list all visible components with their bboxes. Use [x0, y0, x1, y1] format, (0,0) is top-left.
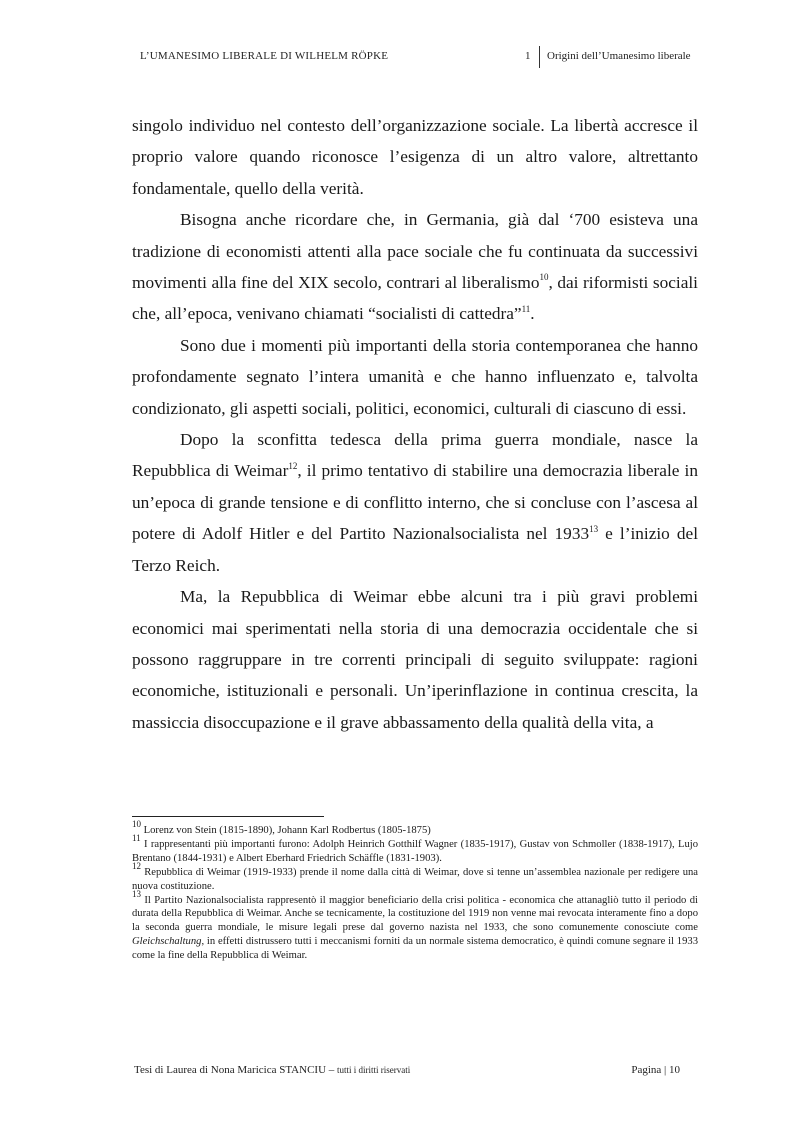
main-text [132, 110, 698, 738]
footnote-10: $^{10}$ Lorenz von Stein (1815-1890), Johann Karl Rodbertus (1805-1875) [132, 819, 431, 836]
header-book-title: L’UMANESIMO LIBERALE DI WILHELM RÖPKE [140, 50, 389, 62]
footnotes [132, 819, 698, 963]
footnote-ref-11: 11 [521, 303, 531, 314]
page-header [132, 46, 694, 68]
footnote-ref-12: 12 [288, 460, 298, 471]
paragraph-2: Bisogna anche ricordare che, in Germania, già dal ‘700 esisteva una tradizione di economisti attenti alla pace sociale che fu continuata da successivi movimenti alla fine del XIX secolo, contrari al liberalismo$^{10}$, dai riformisti sociali che, all’epoca, venivano chiamati “socialisti di cattedra”$^{11}$. [132, 210, 698, 324]
header-chapter-number: 1 [525, 50, 531, 62]
footnote-separator [132, 816, 324, 817]
page-number: Pagina | 10 [631, 1064, 680, 1076]
footnote-ref-13: 13 [589, 523, 599, 534]
footnote-12: $^{12}$ Repubblica di Weimar (1919-1933) prende il nome dalla città di Weimar, dove si tenne un’assemblea nazionale per redigere una nuova costituzione. [132, 861, 698, 892]
footnote-13: $^{13}$ Il Partito Nazionalsocialista rappresentò il maggior beneficiario della crisi politica - economica che attanagliò tutto il periodo di durata della Repubblica di Weimar. Anche se tecnicamente, la costituzione del 1919 non venne mai revocata interamente fino a dopo la seconda guerra mondiale, le misure legali prese dal governo nazista nel 1933, che sono comunemente conosciute come Gleichschaltung, in effetti distrussero tutti i meccanismi forniti da un normale sistema democratico, è quindi comune segnare il 1933 come la fine della Repubblica di Weimar. [132, 889, 698, 962]
paragraph-1: singolo individuo nel contesto dell’organizzazione sociale. La libertà accresce il proprio valore quando riconosce l’esigenza di un altro valore, altrettanto fondamentale, quello della verità. [132, 116, 698, 198]
footer-credit: Tesi di Laurea di Nona Maricica STANCIU – tutti i diritti riservati [134, 1064, 411, 1076]
header-divider [539, 46, 540, 68]
paragraph-3: Sono due i momenti più importanti della storia contemporanea che hanno profondamente segnato l’intera umanità e che hanno influenzato e, talvolta condizionato, gli aspetti sociali, politici, economici, culturali di ciascuno di essi. [132, 335, 698, 418]
footnote-ref-10: 10 [539, 272, 549, 283]
paragraph-5: Ma, la Repubblica di Weimar ebbe alcuni tra i più gravi problemi economici mai sperimentati nella storia di una democrazia occidentale che si possono raggruppare in tre correnti principali di seguito sviluppate: ragioni economiche, istituzionali e personali. Un’iperinflazione in continua crescita, la massiccia disoccupazione e il grave abbassamento della qualità della vita, a [132, 587, 698, 732]
page-footer [132, 1062, 680, 1080]
paragraph-4: Dopo la sconfitta tedesca della prima guerra mondiale, nasce la Repubblica di Weimar$^{12}$, il primo tentativo di stabilire una democrazia liberale in un’epoca di grande tensione e di conflitto interno, che si concluse con l’ascesa al potere di Adolf Hitler e del Partito Nazionalsocialista nel 1933$^{13}$ e l’inizio del Terzo Reich. [132, 430, 698, 575]
header-chapter-title: Origini dell’Umanesimo liberale [547, 50, 691, 62]
footnote-11: $^{11}$ I rappresentanti più importanti furono: Adolph Heinrich Gotthilf Wagner (1835-1917), Gustav von Schmoller (1838-1917), Lujo Brentano (1844-1931) e Albert Eberhard Friedrich Schäffle (1831-1903). [132, 833, 698, 864]
